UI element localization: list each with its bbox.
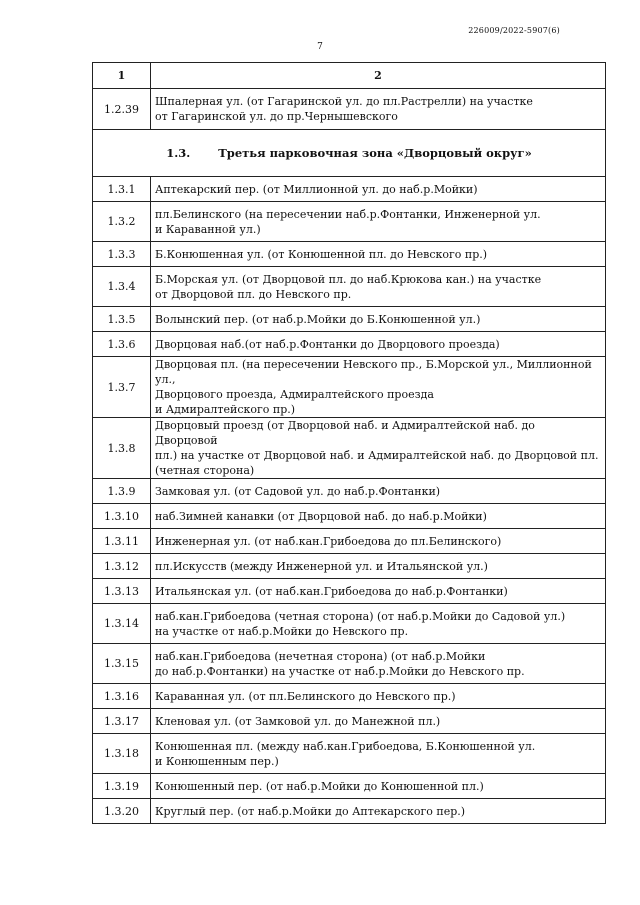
row-number: 1.3.10 bbox=[93, 504, 151, 529]
row-description bbox=[151, 774, 606, 799]
table-row bbox=[93, 604, 606, 644]
table-row bbox=[93, 554, 606, 579]
row-number: 1.3.1 bbox=[93, 177, 151, 202]
row-line: Конюшенный пер. (от наб.р.Мойки до Конюшенной пл.) bbox=[155, 779, 484, 793]
table-row bbox=[93, 177, 606, 202]
row-line: Караванная ул. (от пл.Белинского до Невского пр.) bbox=[155, 689, 456, 703]
table-row bbox=[93, 644, 606, 684]
row-description bbox=[151, 307, 606, 332]
table-row bbox=[93, 89, 606, 130]
row-line: Конюшенная пл. (между наб.кан.Грибоедова, Б.Конюшенной ул. bbox=[155, 739, 536, 753]
row-line: и Конюшенным пер.) bbox=[155, 754, 279, 768]
row-description bbox=[151, 418, 606, 479]
row-line: от Дворцовой пл. до Невского пр. bbox=[155, 287, 352, 301]
row-description bbox=[151, 89, 606, 130]
table-row bbox=[93, 504, 606, 529]
row-number: 1.3.18 bbox=[93, 734, 151, 774]
row-number: 1.2.39 bbox=[93, 89, 151, 130]
table-row bbox=[93, 242, 606, 267]
row-line: наб.кан.Грибоедова (нечетная сторона) (от наб.р.Мойки bbox=[155, 649, 486, 663]
document-id: 226009/2022-5907(6) bbox=[468, 26, 560, 35]
parking-zone-table bbox=[92, 62, 606, 824]
row-description bbox=[151, 177, 606, 202]
row-description bbox=[151, 242, 606, 267]
table-row bbox=[93, 267, 606, 307]
row-line: Дворцовая наб.(от наб.р.Фонтанки до Дворцового проезда) bbox=[155, 337, 500, 351]
row-line: Круглый пер. (от наб.р.Мойки до Аптекарского пер.) bbox=[155, 804, 466, 818]
row-line: на участке от наб.р.Мойки до Невского пр. bbox=[155, 624, 409, 638]
table-row bbox=[93, 709, 606, 734]
row-number: 1.3.13 bbox=[93, 579, 151, 604]
row-line: пл.Белинского (на пересечении наб.р.Фонтанки, Инженерной ул. bbox=[155, 207, 541, 221]
row-line: Шпалерная ул. (от Гагаринской ул. до пл.Растрелли) на участке bbox=[155, 95, 533, 108]
table-row bbox=[93, 799, 606, 824]
row-description bbox=[151, 529, 606, 554]
column-header-2: 2 bbox=[151, 63, 606, 89]
row-number: 1.3.2 bbox=[93, 202, 151, 242]
row-line: Дворцового проезда, Адмиралтейского проезда bbox=[155, 388, 434, 401]
row-line: Дворцовый проезд (от Дворцовой наб. и Адмиралтейской наб. до Дворцовой bbox=[155, 419, 535, 447]
row-description bbox=[151, 734, 606, 774]
row-line: до наб.р.Фонтанки) на участке от наб.р.Мойки до Невского пр. bbox=[155, 664, 525, 678]
row-line: и Адмиралтейского пр.) bbox=[155, 403, 296, 416]
row-number: 1.3.3 bbox=[93, 242, 151, 267]
row-number: 1.3.6 bbox=[93, 332, 151, 357]
row-line: Волынский пер. (от наб.р.Мойки до Б.Конюшенной ул.) bbox=[155, 312, 481, 326]
table-row bbox=[93, 307, 606, 332]
section-name: Третья парковочная зона «Дворцовый округ» bbox=[218, 145, 532, 160]
table-row bbox=[93, 734, 606, 774]
row-line: пл.) на участке от Дворцовой наб. и Адмиралтейской наб. до Дворцовой пл. bbox=[155, 449, 599, 462]
table-header-row bbox=[93, 63, 606, 89]
row-description bbox=[151, 202, 606, 242]
row-line: (четная сторона) bbox=[155, 464, 255, 477]
row-line: Б.Морская ул. (от Дворцовой пл. до наб.Крюкова кан.) на участке bbox=[155, 272, 542, 286]
table-row bbox=[93, 418, 606, 479]
column-header-1: 1 bbox=[93, 63, 151, 89]
row-description bbox=[151, 604, 606, 644]
row-line: наб.кан.Грибоедова (четная сторона) (от наб.р.Мойки до Садовой ул.) bbox=[155, 609, 566, 623]
section-title bbox=[93, 130, 606, 177]
row-description bbox=[151, 554, 606, 579]
row-line: Кленовая ул. (от Замковой ул. до Манежной пл.) bbox=[155, 714, 441, 728]
row-number: 1.3.11 bbox=[93, 529, 151, 554]
table-row bbox=[93, 332, 606, 357]
row-description bbox=[151, 267, 606, 307]
row-line: пл.Искусств (между Инженерной ул. и Итальянской ул.) bbox=[155, 559, 488, 573]
row-description bbox=[151, 332, 606, 357]
table-row bbox=[93, 357, 606, 418]
section-number: 1.3. bbox=[166, 145, 191, 160]
row-number: 1.3.5 bbox=[93, 307, 151, 332]
row-line: от Гагаринской ул. до пр.Чернышевского bbox=[155, 110, 398, 123]
row-number: 1.3.14 bbox=[93, 604, 151, 644]
row-description bbox=[151, 644, 606, 684]
table-row bbox=[93, 579, 606, 604]
row-number: 1.3.12 bbox=[93, 554, 151, 579]
row-number: 1.3.4 bbox=[93, 267, 151, 307]
row-number: 1.3.16 bbox=[93, 684, 151, 709]
row-line: Замковая ул. (от Садовой ул. до наб.р.Фонтанки) bbox=[155, 484, 441, 498]
row-number: 1.3.20 bbox=[93, 799, 151, 824]
row-line: Б.Конюшенная ул. (от Конюшенной пл. до Невского пр.) bbox=[155, 247, 488, 261]
row-description bbox=[151, 799, 606, 824]
page-number: 7 bbox=[317, 42, 323, 52]
row-number: 1.3.9 bbox=[93, 479, 151, 504]
table-row bbox=[93, 479, 606, 504]
row-line: Аптекарский пер. (от Миллионной ул. до наб.р.Мойки) bbox=[155, 182, 478, 196]
row-description bbox=[151, 579, 606, 604]
row-number: 1.3.17 bbox=[93, 709, 151, 734]
table-row bbox=[93, 684, 606, 709]
row-line: наб.Зимней канавки (от Дворцовой наб. до наб.р.Мойки) bbox=[155, 509, 487, 523]
table-row bbox=[93, 202, 606, 242]
row-line: Дворцовая пл. (на пересечении Невского пр., Б.Морской ул., Миллионной ул., bbox=[155, 358, 592, 386]
row-number: 1.3.15 bbox=[93, 644, 151, 684]
row-number: 1.3.7 bbox=[93, 357, 151, 418]
row-description bbox=[151, 357, 606, 418]
section-header-row bbox=[93, 130, 606, 177]
row-description bbox=[151, 709, 606, 734]
table-row bbox=[93, 529, 606, 554]
row-description bbox=[151, 504, 606, 529]
row-description bbox=[151, 479, 606, 504]
table-row bbox=[93, 774, 606, 799]
row-line: и Караванной ул.) bbox=[155, 222, 261, 236]
row-number: 1.3.8 bbox=[93, 418, 151, 479]
row-number: 1.3.19 bbox=[93, 774, 151, 799]
row-line: Итальянская ул. (от наб.кан.Грибоедова до наб.р.Фонтанки) bbox=[155, 584, 508, 598]
row-line: Инженерная ул. (от наб.кан.Грибоедова до пл.Белинского) bbox=[155, 534, 502, 548]
row-description bbox=[151, 684, 606, 709]
